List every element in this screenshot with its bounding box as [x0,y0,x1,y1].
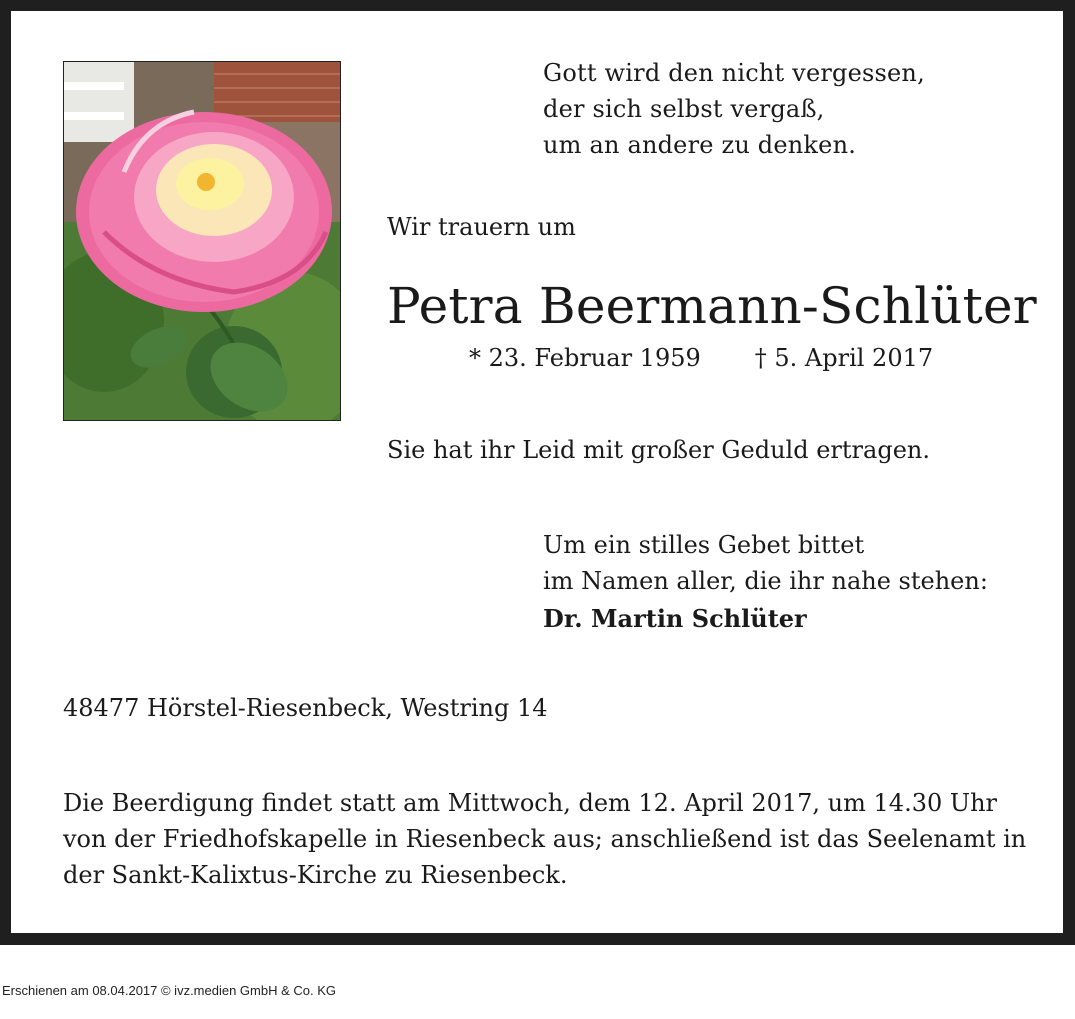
funeral-line: der Sankt-Kalixtus-Kirche zu Riesenbeck. [63,861,568,889]
deceased-name: Petra Beermann-Schlüter [387,277,1037,335]
life-dates [469,344,933,372]
birth-date: * 23. Februar 1959 [469,344,701,372]
prayer-request [543,527,988,599]
address: 48477 Hörstel-Riesenbeck, Westring 14 [63,694,548,722]
motto-line: Gott wird den nicht vergessen, [543,59,925,87]
statement: Sie hat ihr Leid mit großer Geduld ertragen. [387,436,930,464]
funeral-line: Die Beerdigung findet statt am Mittwoch, dem 12. April 2017, um 14.30 Uhr [63,789,998,817]
obituary-card [11,11,1063,933]
motto-line: um an andere zu denken. [543,131,857,159]
rose-photo [63,61,341,421]
memorial-motto [543,55,925,163]
prayer-line: Um ein stilles Gebet bittet [543,531,865,559]
signer-name: Dr. Martin Schlüter [543,604,807,633]
prayer-line: im Namen aller, die ihr nahe stehen: [543,567,988,595]
funeral-notice [63,785,1027,893]
publication-footer: Erschienen am 08.04.2017 © ivz.medien GmbH & Co. KG [2,983,337,998]
rose-image [64,62,340,420]
funeral-line: von der Friedhofskapelle in Riesenbeck aus; anschließend ist das Seelenamt in [63,825,1027,853]
mourning-intro: Wir trauern um [387,213,576,241]
death-date: † 5. April 2017 [754,344,934,372]
motto-line: der sich selbst vergaß, [543,95,825,123]
